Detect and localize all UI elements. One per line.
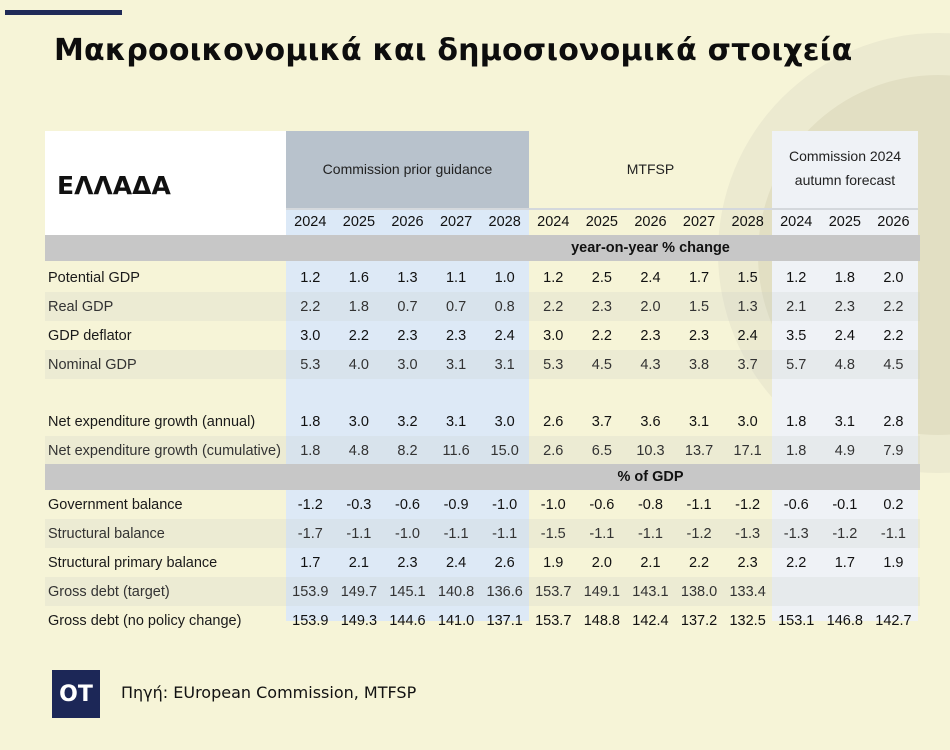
value-cell: 1.7 [300, 554, 321, 571]
year-cell: 2025 [342, 214, 376, 230]
year-cell: 2024 [294, 214, 327, 230]
value-cell: 2.2 [300, 298, 321, 315]
value-cell: 2.4 [494, 327, 515, 344]
value-cell: 1.2 [300, 269, 321, 286]
value-cell: 1.8 [786, 413, 807, 430]
value-cell: 3.1 [494, 356, 515, 373]
value-cell: 2.1 [348, 554, 369, 571]
value-cell: 4.8 [834, 356, 855, 373]
value-cell: 2.2 [883, 327, 904, 344]
table-row [45, 321, 920, 350]
group-autumn-forecast [772, 144, 918, 192]
value-cell: 2.4 [834, 327, 855, 344]
row-label: GDP deflator [48, 327, 132, 344]
value-cell: 10.3 [636, 442, 665, 459]
value-cell: 4.5 [883, 356, 904, 373]
value-cell: 3.0 [543, 327, 564, 344]
value-cell: 1.5 [737, 269, 758, 286]
value-cell: 153.7 [535, 612, 572, 629]
value-cell: 2.3 [834, 298, 855, 315]
value-cell: -1.2 [686, 525, 712, 542]
value-cell: 4.8 [348, 442, 369, 459]
row-label: Nominal GDP [48, 356, 137, 373]
value-cell: -1.7 [297, 525, 323, 542]
value-cell: -1.1 [492, 525, 518, 542]
row-label: Real GDP [48, 298, 114, 315]
group-prior-guidance: Commission prior guidance [322, 161, 493, 177]
value-cell: 2.5 [591, 269, 612, 286]
value-cell: 1.7 [834, 554, 855, 571]
value-cell: 4.9 [834, 442, 855, 459]
section-header-yoy-label: year-on-year % change [571, 240, 730, 256]
table-row [45, 519, 920, 548]
value-cell: 2.8 [883, 413, 904, 430]
value-cell: 3.7 [737, 356, 758, 373]
section-header-pct-gdp-label: % of GDP [617, 469, 684, 485]
value-cell: -1.3 [735, 525, 761, 542]
value-cell: 2.1 [786, 298, 807, 315]
value-cell: 137.1 [486, 612, 523, 629]
value-cell: -1.3 [783, 525, 809, 542]
value-cell: -0.6 [589, 496, 615, 513]
value-cell: 3.0 [348, 413, 369, 430]
value-cell: 2.6 [494, 554, 515, 571]
value-cell: 153.7 [535, 583, 572, 600]
value-cell: 4.3 [640, 356, 661, 373]
value-cell: -1.0 [394, 525, 420, 542]
row-label: Gross debt (no policy change) [48, 612, 242, 629]
table-row [45, 490, 920, 519]
value-cell: -1.0 [540, 496, 566, 513]
value-cell: 3.5 [786, 327, 807, 344]
value-cell: 149.7 [340, 583, 378, 600]
value-cell: -0.8 [637, 496, 663, 513]
value-cell: 1.1 [445, 269, 467, 286]
value-cell: 17.1 [733, 442, 762, 459]
value-cell: 1.5 [688, 298, 710, 315]
table-row [45, 350, 920, 379]
value-cell: -0.6 [783, 496, 809, 513]
row-label: Government balance [48, 496, 183, 513]
year-cell: 2026 [391, 214, 424, 230]
value-cell: 2.0 [591, 554, 612, 571]
value-cell: 1.9 [543, 554, 564, 571]
value-cell: 2.3 [591, 298, 612, 315]
value-cell: 0.7 [445, 298, 467, 315]
value-cell: 2.3 [397, 554, 418, 571]
value-cell: 136.6 [486, 583, 523, 600]
value-cell: 5.3 [300, 356, 321, 373]
value-cell: -1.1 [346, 525, 372, 542]
section-header-pct-gdp [45, 464, 920, 490]
value-cell: 148.8 [583, 612, 620, 629]
value-cell: 2.2 [883, 298, 904, 315]
year-cell: 2025 [828, 214, 861, 230]
value-cell: 3.7 [591, 413, 612, 430]
value-cell: 0.8 [494, 298, 515, 315]
value-cell: 1.2 [786, 269, 807, 286]
value-cell: 145.1 [389, 583, 426, 600]
value-cell: -1.1 [637, 525, 663, 542]
value-cell: 140.8 [437, 583, 475, 600]
year-cell: 2028 [488, 214, 521, 230]
table-row [45, 577, 920, 606]
value-cell: -1.2 [297, 496, 323, 513]
row-label: Net expenditure growth (annual) [48, 413, 256, 430]
row-label: Net expenditure growth (cumulative) [48, 442, 281, 459]
section-header-yoy [45, 235, 920, 261]
value-cell: 7.9 [883, 442, 904, 459]
value-cell: 13.7 [684, 442, 714, 459]
year-cell: 2027 [439, 214, 473, 230]
value-cell: -0.3 [346, 496, 372, 513]
value-cell: 153.9 [292, 583, 329, 600]
value-cell: -0.6 [394, 496, 420, 513]
value-cell: 4.5 [591, 356, 612, 373]
year-cell: 2025 [585, 214, 618, 230]
value-cell: 0.7 [397, 298, 418, 315]
table-row [45, 548, 920, 577]
value-cell: 142.4 [632, 612, 669, 629]
value-cell: 142.7 [875, 612, 912, 629]
value-cell: -0.1 [832, 496, 858, 513]
year-cell: 2024 [780, 214, 813, 230]
value-cell: 2.0 [883, 269, 904, 286]
value-cell: 3.0 [494, 413, 515, 430]
value-cell: 2.2 [348, 327, 369, 344]
value-cell: 2.2 [786, 554, 807, 571]
value-cell: 153.9 [292, 612, 329, 629]
value-cell: -1.1 [443, 525, 469, 542]
value-cell: 4.0 [348, 356, 369, 373]
value-cell: 143.1 [632, 583, 669, 600]
value-cell: -1.2 [832, 525, 858, 542]
value-cell: 2.6 [543, 442, 564, 459]
table-row [45, 292, 920, 321]
source-note: Πηγή: EUropean Commission, MTFSP [121, 683, 417, 702]
value-cell: 3.0 [737, 413, 758, 430]
country-label: ΕΛΛΑΔΑ [57, 171, 171, 200]
value-cell: 5.3 [543, 356, 564, 373]
value-cell: 153.1 [778, 612, 815, 629]
table-row [45, 606, 920, 635]
value-cell: 1.0 [494, 269, 515, 286]
value-cell: 2.2 [591, 327, 612, 344]
value-cell: 149.3 [340, 612, 378, 629]
value-cell: 2.4 [737, 327, 758, 344]
table-row [45, 407, 920, 436]
value-cell: -1.5 [540, 525, 566, 542]
value-cell: 3.0 [300, 327, 321, 344]
value-cell: -1.2 [735, 496, 761, 513]
value-cell: 3.1 [445, 413, 467, 430]
value-cell: 3.1 [688, 413, 710, 430]
value-cell: 2.4 [640, 269, 661, 286]
value-cell: 2.4 [445, 554, 467, 571]
row-label: Structural primary balance [48, 554, 218, 571]
value-cell: -1.1 [589, 525, 615, 542]
year-cell: 2026 [634, 214, 667, 230]
value-cell: 1.8 [834, 269, 855, 286]
value-cell: 0.2 [883, 496, 904, 513]
value-cell: 3.6 [640, 413, 661, 430]
row-label: Structural balance [48, 525, 165, 542]
value-cell: 1.8 [300, 442, 321, 459]
value-cell: 2.0 [640, 298, 661, 315]
value-cell: 1.8 [300, 413, 321, 430]
year-cell: 2026 [877, 214, 910, 230]
value-cell: 2.1 [640, 554, 661, 571]
value-cell: 146.8 [826, 612, 863, 629]
value-cell: 6.5 [591, 442, 612, 459]
table-row [45, 263, 920, 292]
row-label: Gross debt (target) [48, 583, 170, 600]
value-cell: 3.8 [688, 356, 710, 373]
ot-logo: OT [52, 670, 100, 718]
value-cell: -1.1 [880, 525, 906, 542]
value-cell: 149.1 [583, 583, 620, 600]
value-cell: 3.2 [397, 413, 418, 430]
value-cell: 2.2 [688, 554, 710, 571]
value-cell: 2.2 [543, 298, 564, 315]
value-cell: 2.3 [688, 327, 710, 344]
value-cell: 3.0 [397, 356, 418, 373]
value-cell: 1.8 [786, 442, 807, 459]
group-mtfsp: MTFSP [626, 161, 675, 177]
row-label: Potential GDP [48, 269, 140, 286]
value-cell: 1.2 [543, 269, 564, 286]
value-cell: 132.5 [729, 612, 766, 629]
value-cell: 15.0 [490, 442, 519, 459]
value-cell: 1.3 [737, 298, 758, 315]
value-cell: -1.1 [686, 496, 712, 513]
value-cell: 133.4 [729, 583, 766, 600]
year-header-row [45, 209, 920, 235]
value-cell: 141.0 [437, 612, 475, 629]
value-cell: 5.7 [786, 356, 807, 373]
group-autumn-forecast-line1: Commission 2024 [788, 148, 902, 164]
value-cell: 138.0 [680, 583, 718, 600]
value-cell: 1.9 [883, 554, 904, 571]
value-cell: 2.3 [737, 554, 758, 571]
value-cell: 2.6 [543, 413, 564, 430]
value-cell: 11.6 [442, 442, 470, 459]
value-cell: 1.7 [688, 269, 710, 286]
year-cell: 2028 [731, 214, 764, 230]
value-cell: 8.2 [397, 442, 418, 459]
value-cell: 3.1 [834, 413, 855, 430]
year-cell: 2027 [682, 214, 716, 230]
value-cell: -1.0 [492, 496, 518, 513]
page-title: Μακροοικονομικά και δημοσιονομικά στοιχεία [54, 33, 853, 68]
value-cell: -0.9 [443, 496, 469, 513]
accent-bar [5, 10, 122, 15]
value-cell: 2.3 [640, 327, 661, 344]
value-cell: 137.2 [680, 612, 718, 629]
value-cell: 1.6 [348, 269, 369, 286]
value-cell: 3.1 [445, 356, 467, 373]
value-cell: 1.8 [348, 298, 369, 315]
table-row [45, 436, 920, 465]
group-autumn-forecast-line2: autumn forecast [794, 172, 896, 188]
year-cell: 2024 [537, 214, 570, 230]
value-cell: 2.3 [445, 327, 467, 344]
value-cell: 144.6 [389, 612, 426, 629]
value-cell: 2.3 [397, 327, 418, 344]
value-cell: 1.3 [397, 269, 418, 286]
